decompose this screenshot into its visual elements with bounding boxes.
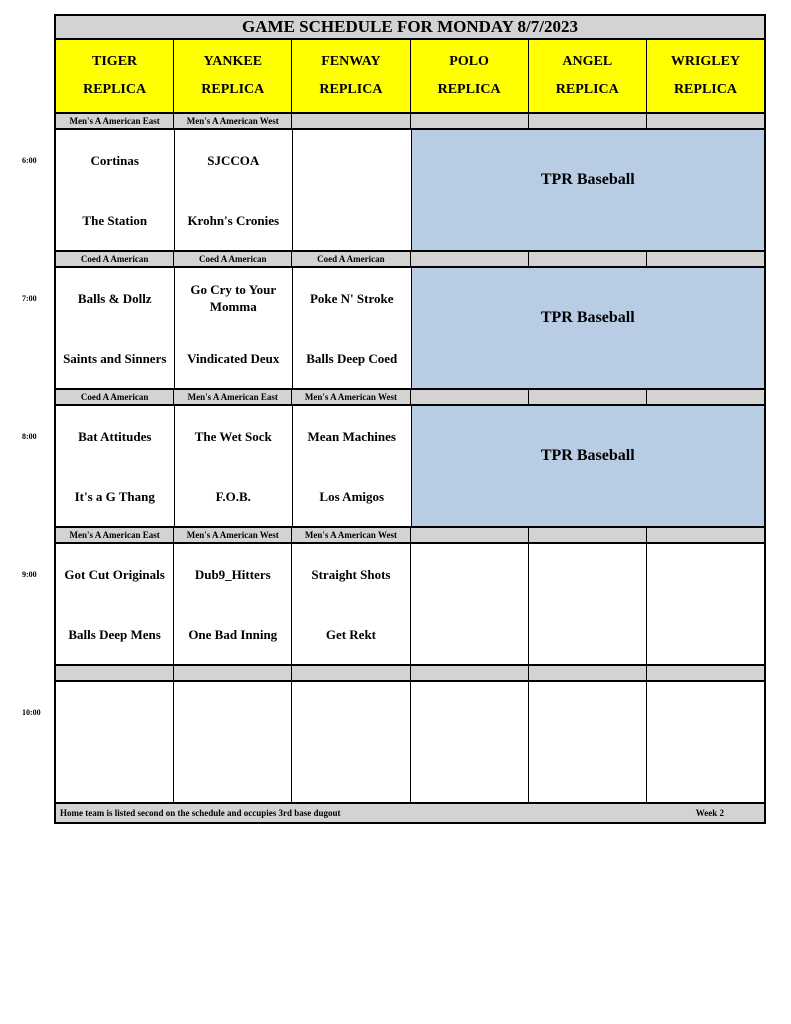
away-team xyxy=(174,682,291,742)
game-cell xyxy=(174,544,292,664)
field-name: FENWAY xyxy=(321,54,381,69)
division-label xyxy=(647,666,764,680)
away-team: Dub9_Hitters xyxy=(194,566,271,582)
time-label: 8:00 xyxy=(22,432,37,441)
home-team: Get Rekt xyxy=(325,626,377,642)
home-team xyxy=(647,742,764,802)
time-slot-row xyxy=(22,130,766,250)
division-label: Coed A American xyxy=(56,390,174,404)
division-label xyxy=(411,666,529,680)
field-sub: REPLICA xyxy=(555,82,619,97)
field-sub: REPLICA xyxy=(437,82,501,97)
field-header-wrigley xyxy=(647,40,764,112)
away-team: Got Cut Originals xyxy=(64,566,165,582)
division-label xyxy=(529,114,647,128)
home-team: Balls Deep Mens xyxy=(68,626,161,642)
division-label xyxy=(529,528,647,542)
division-label: Coed A American xyxy=(174,252,292,266)
division-label: Men's A American East xyxy=(174,390,292,404)
away-team xyxy=(292,682,409,742)
game-cell xyxy=(293,406,412,526)
game-cell xyxy=(293,268,412,388)
game-cell xyxy=(647,544,764,664)
division-label xyxy=(411,252,529,266)
home-team xyxy=(647,604,764,664)
field-header-polo xyxy=(411,40,529,112)
footer-note: Home team is listed second on the schedule and occupies 3rd base dugout xyxy=(60,808,341,818)
away-team xyxy=(56,682,173,742)
game-cell xyxy=(56,682,174,802)
time-label: 7:00 xyxy=(22,294,37,303)
division-label xyxy=(647,528,764,542)
away-team xyxy=(411,682,528,742)
home-team: One Bad Inning xyxy=(188,626,278,642)
game-cell xyxy=(411,544,529,664)
away-team xyxy=(529,682,646,742)
division-label: Men's A American West xyxy=(292,528,410,542)
division-label: Men's A American East xyxy=(56,528,174,542)
game-cell xyxy=(175,406,294,526)
home-team: Vindicated Deux xyxy=(187,350,280,366)
field-sub: REPLICA xyxy=(673,82,737,97)
field-sub: REPLICA xyxy=(201,82,265,97)
field-name: ANGEL xyxy=(562,54,613,69)
field-header-angel xyxy=(529,40,647,112)
game-cell xyxy=(174,682,292,802)
field-header-fenway xyxy=(292,40,410,112)
time-slot-row xyxy=(22,682,766,802)
field-name: WRIGLEY xyxy=(670,54,741,69)
division-label xyxy=(174,666,292,680)
division-row xyxy=(54,388,766,406)
away-team: Balls & Dollz xyxy=(77,290,152,306)
home-team: Los Amigos xyxy=(319,488,385,504)
away-team: Go Cry to Your Momma xyxy=(190,282,277,314)
division-label: Men's A American West xyxy=(174,114,292,128)
away-team xyxy=(411,544,528,604)
field-sub: REPLICA xyxy=(319,82,383,97)
field-header-tiger xyxy=(56,40,174,112)
division-row xyxy=(54,526,766,544)
schedule-title: GAME SCHEDULE FOR MONDAY 8/7/2023 xyxy=(54,14,766,40)
division-label xyxy=(529,666,647,680)
division-row xyxy=(54,112,766,130)
away-team: Bat Attitudes xyxy=(78,428,152,444)
week-label: Week 2 xyxy=(695,808,724,818)
away-team xyxy=(647,682,764,742)
away-team: Mean Machines xyxy=(307,428,396,444)
game-cell xyxy=(529,682,647,802)
division-label xyxy=(529,252,647,266)
division-label: Coed A American xyxy=(56,252,174,266)
home-team: Balls Deep Coed xyxy=(306,350,398,366)
division-label xyxy=(56,666,174,680)
game-cell xyxy=(56,130,175,250)
merged-reservation-cell: TPR Baseball xyxy=(412,268,765,388)
home-team xyxy=(529,742,646,802)
time-slot-row xyxy=(22,406,766,526)
game-cell xyxy=(529,544,647,664)
field-name: YANKEE xyxy=(203,54,263,69)
home-team: Krohn's Cronies xyxy=(187,212,280,228)
home-team xyxy=(174,742,291,802)
game-cell xyxy=(293,130,412,250)
away-team: The Wet Sock xyxy=(194,428,272,444)
time-slot-row xyxy=(22,544,766,664)
home-team xyxy=(292,742,409,802)
home-team: F.O.B. xyxy=(215,488,251,504)
game-cell xyxy=(56,268,175,388)
game-cell xyxy=(292,682,410,802)
division-label xyxy=(647,390,764,404)
division-label: Men's A American East xyxy=(56,114,174,128)
away-team: Poke N' Stroke xyxy=(309,290,394,306)
division-label: Coed A American xyxy=(292,252,410,266)
time-label: 9:00 xyxy=(22,570,37,579)
division-label xyxy=(411,114,529,128)
home-team xyxy=(56,742,173,802)
division-label xyxy=(411,528,529,542)
division-label xyxy=(292,666,410,680)
division-label xyxy=(411,390,529,404)
time-label: 10:00 xyxy=(22,708,41,717)
home-team xyxy=(411,742,528,802)
away-team: Cortinas xyxy=(90,152,139,168)
game-cell xyxy=(175,268,294,388)
away-team: Straight Shots xyxy=(311,566,391,582)
field-sub: REPLICA xyxy=(83,82,147,97)
away-team: SJCCOA xyxy=(207,152,260,168)
home-team: The Station xyxy=(82,212,148,228)
field-header-row xyxy=(54,40,766,112)
away-team xyxy=(529,544,646,604)
home-team xyxy=(529,604,646,664)
division-label xyxy=(647,114,764,128)
field-header-yankee xyxy=(174,40,292,112)
game-cell xyxy=(56,544,174,664)
game-cell xyxy=(56,406,175,526)
division-label xyxy=(529,390,647,404)
time-label: 6:00 xyxy=(22,156,37,165)
game-cell xyxy=(647,682,764,802)
time-slot-row xyxy=(22,268,766,388)
game-cell xyxy=(292,544,410,664)
game-cell xyxy=(175,130,294,250)
away-team xyxy=(647,544,764,604)
away-team xyxy=(293,130,411,190)
footer-bar xyxy=(54,802,766,824)
home-team xyxy=(293,190,411,250)
field-name: POLO xyxy=(449,54,489,69)
division-row xyxy=(54,250,766,268)
division-label: Men's A American West xyxy=(174,528,292,542)
merged-reservation-cell: TPR Baseball xyxy=(412,406,765,526)
schedule-sheet xyxy=(22,14,766,824)
merged-reservation-cell: TPR Baseball xyxy=(412,130,765,250)
division-row xyxy=(54,664,766,682)
home-team xyxy=(411,604,528,664)
division-label xyxy=(647,252,764,266)
game-cell xyxy=(411,682,529,802)
home-team: It's a G Thang xyxy=(74,488,155,504)
division-label: Men's A American West xyxy=(292,390,410,404)
home-team: Saints and Sinners xyxy=(63,350,167,366)
division-label xyxy=(292,114,410,128)
field-name: TIGER xyxy=(92,54,138,69)
